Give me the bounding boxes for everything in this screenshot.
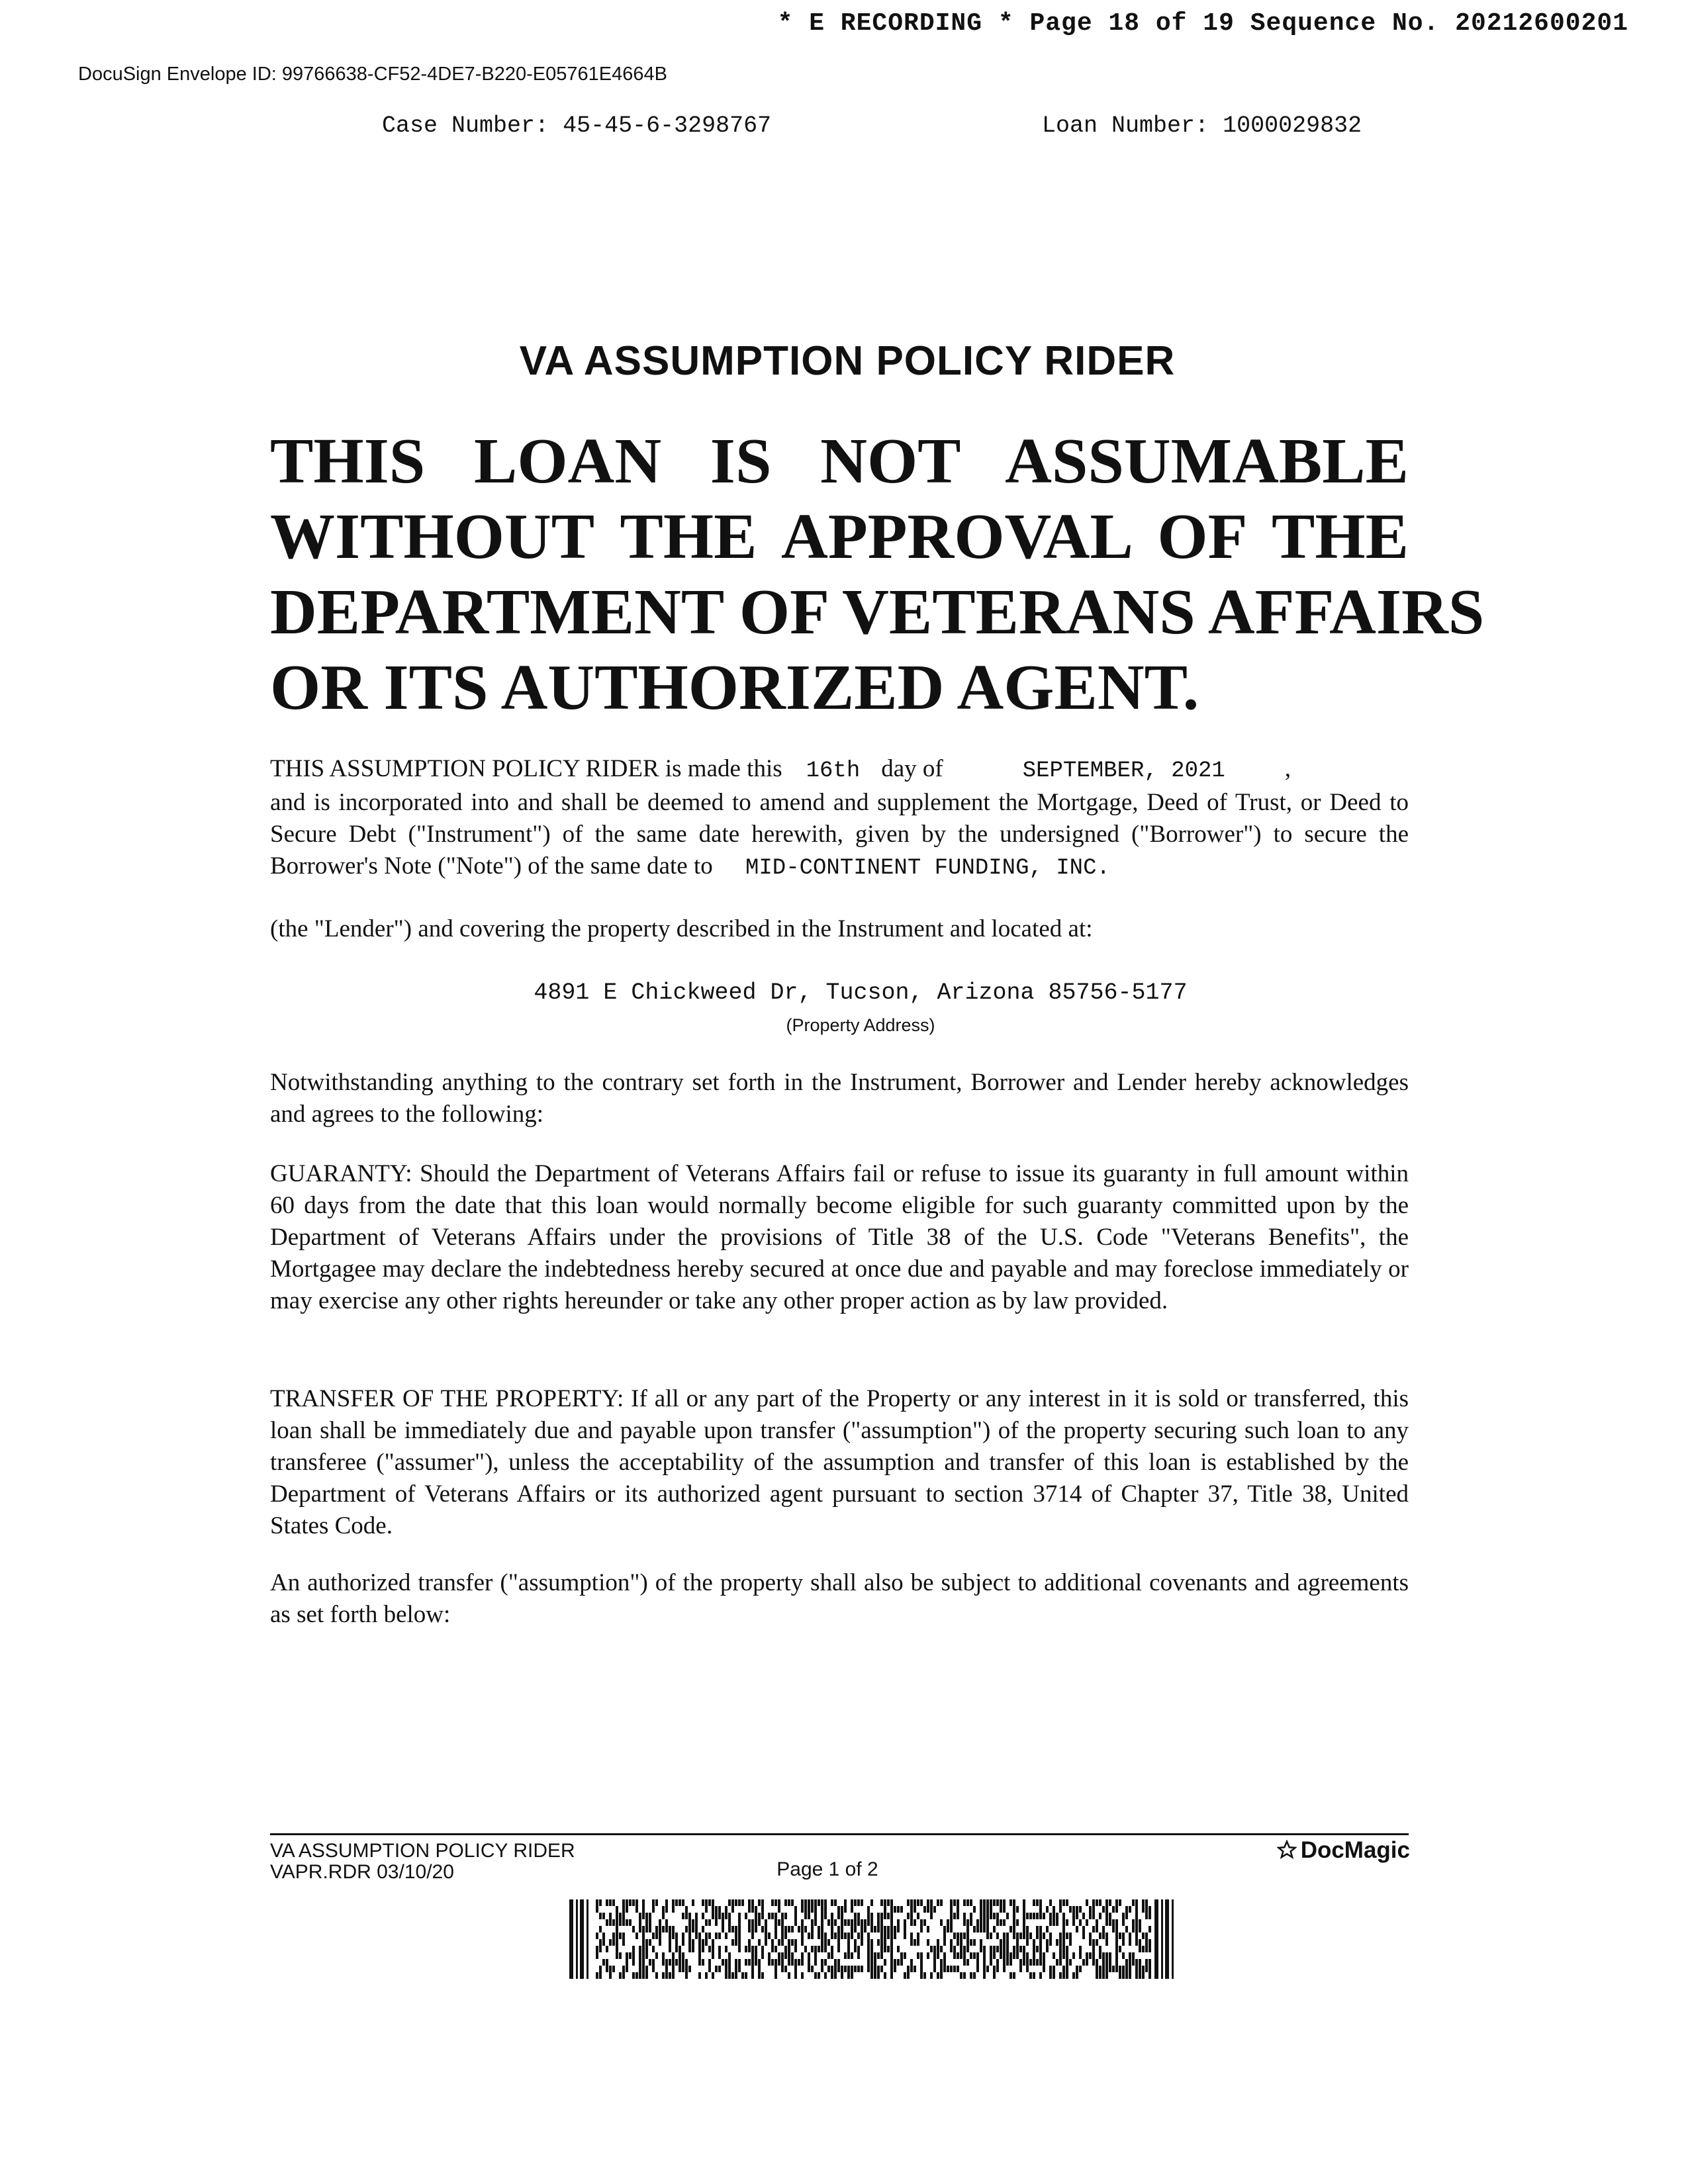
property-address: 4891 E Chickweed Dr, Tucson, Arizona 85756-5177	[534, 979, 1188, 1006]
intro-paragraph	[270, 753, 1409, 884]
warning-line: DEPARTMENT OF VETERANS AFFAIRS	[270, 576, 1485, 648]
case-number-line	[382, 113, 771, 139]
footer-form-code: VAPR.RDR 03/10/20	[270, 1861, 454, 1883]
assumption-warning	[270, 424, 1485, 725]
intro-comma: ,	[1284, 755, 1291, 782]
case-number-value: 45-45-6-3298767	[563, 113, 772, 139]
intro-prefix: THIS ASSUMPTION POLICY RIDER is made this	[270, 755, 782, 782]
lender-clause: (the "Lender") and covering the property described in the Instrument and located at:	[270, 915, 1093, 942]
warning-line: THIS LOAN IS NOT ASSUMABLE	[270, 426, 1409, 497]
guaranty-paragraph: GUARANTY: Should the Department of Veterans Affairs fail or refuse to issue its guaranty in full amount within 60 days from the date that this loan would normally become eligible for such guaranty committed upon by the Department of Veterans Affairs under the provisions of Title 38 of the U.S. Code "Veterans Benefits", the Mortgagee may declare the indebtedness hereby secured at once due and payable and may foreclose immediately or may exercise any other rights hereunder or take any other proper action as by law provided.	[270, 1160, 1409, 1314]
page-number: Page 1 of 2	[776, 1858, 878, 1880]
brand-name: DocMagic	[1300, 1837, 1410, 1863]
loan-number-line	[1042, 113, 1362, 139]
notwithstanding-paragraph: Notwithstanding anything to the contrary set forth in the Instrument, Borrower and Lender hereby acknowledges and agrees to the following:	[270, 1069, 1409, 1128]
document-title: VA ASSUMPTION POLICY RIDER	[519, 338, 1176, 384]
warning-line: OR ITS AUTHORIZED AGENT.	[270, 652, 1199, 723]
loan-number-label: Loan Number:	[1042, 113, 1209, 139]
recording-stamp: * E RECORDING * Page 18 of 19 Sequence No. 20212600201	[777, 9, 1628, 38]
barcode	[569, 1899, 1178, 1979]
footer-form-title: VA ASSUMPTION POLICY RIDER	[270, 1840, 575, 1862]
authorized-transfer-paragraph: An authorized transfer ("assumption") of the property shall also be subject to additional covenants and agreements as set forth below:	[270, 1569, 1409, 1628]
case-number-label: Case Number:	[382, 113, 549, 139]
envelope-id: DocuSign Envelope ID: 99766638-CF52-4DE7-B220-E05761E4664B	[78, 64, 667, 85]
lender-name: MID-CONTINENT FUNDING, INC.	[745, 856, 1110, 881]
footer-divider	[270, 1833, 1409, 1835]
intro-body: and is incorporated into and shall be deemed to amend and supplement the Mortgage, Deed of Trust, or Deed to Secure Debt ("Instrument") of the same date herewith, given by the undersigned ("Borrower") to secure the Borrower's Note ("Note") of the same date to	[270, 789, 1409, 880]
loan-number-value: 1000029832	[1223, 113, 1362, 139]
rider-month-year: SEPTEMBER, 2021	[1022, 758, 1225, 784]
warning-line: WITHOUT THE APPROVAL OF THE	[270, 501, 1409, 572]
rider-day: 16th	[806, 758, 861, 784]
star-icon	[1277, 1840, 1297, 1860]
property-address-caption: (Property Address)	[786, 1015, 935, 1035]
transfer-paragraph: TRANSFER OF THE PROPERTY: If all or any part of the Property or any interest in it is sold or transferred, this loan shall be immediately due and payable upon transfer ("assumption") of the property securing such loan to any transferee ("assumer"), unless the acceptability of the assumption and transfer of this loan is established by the Department of Veterans Affairs or its authorized agent pursuant to section 3714 of Chapter 37, Title 38, United States Code.	[270, 1385, 1409, 1539]
day-of-label: day of	[881, 755, 943, 782]
docmagic-logo	[1271, 1837, 1410, 1864]
